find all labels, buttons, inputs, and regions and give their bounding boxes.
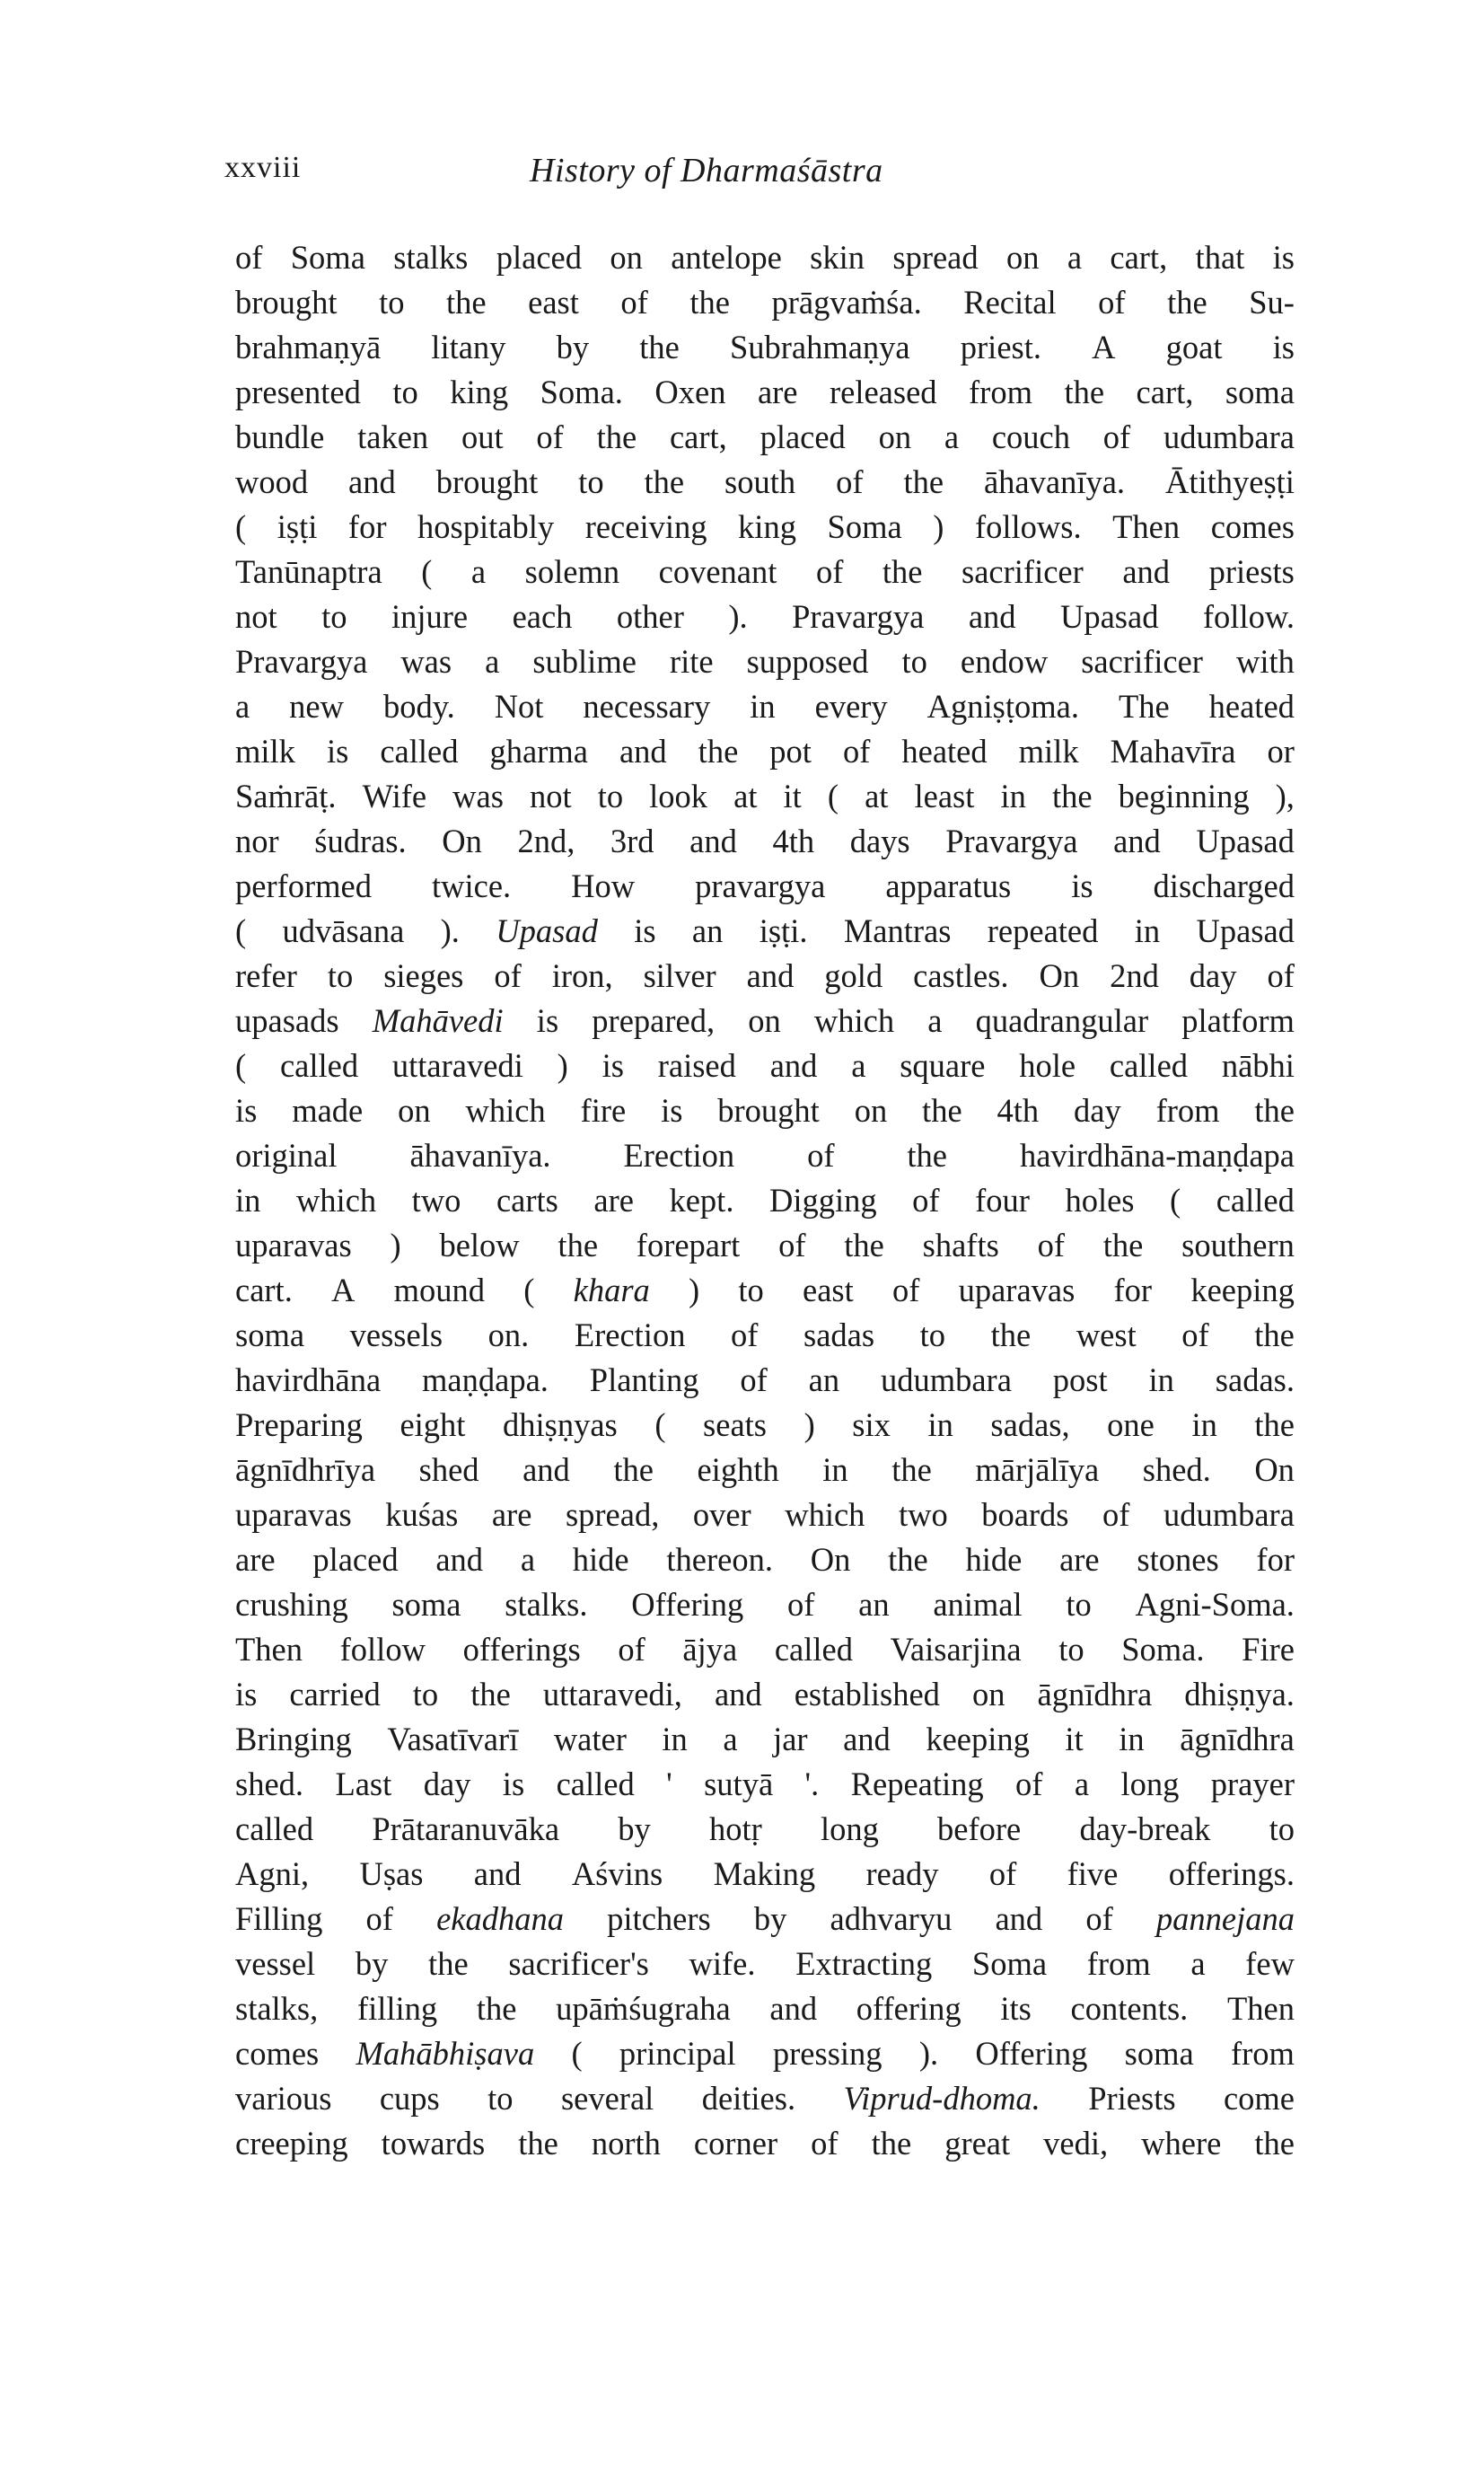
body-text [235,235,1295,2166]
text-line: not to injure each other ). Pravargya and Upasad follow. [235,598,1295,635]
running-title: History of Dharmaśāstra [530,152,883,189]
text-line: Tanūnaptra ( a solemn covenant of the sacrificer and priests [235,553,1295,590]
text-line: Bringing Vasatīvarī water in a jar and keeping it in āgnīdhra [235,1721,1295,1757]
text-line: wood and brought to the south of the āhavanīya. Ātithyeṣṭi [235,463,1295,500]
text-line: performed twice. How pravargya apparatus is discharged [235,867,1295,904]
text-line: milk is called gharma and the pot of heated milk Mahavīra or [235,733,1295,770]
text-line: shed. Last day is called ' sutyā '. Repeating of a long prayer [235,1766,1295,1802]
text-line: vessel by the sacrificer's wife. Extracting Soma from a few [235,1945,1295,1982]
text-line: upasads Mahāvedi is prepared, on which a quadrangular platform [235,1002,1295,1039]
text-line: ( udvāsana ). Upasad is an iṣṭi. Mantras repeated in Upasad [235,912,1295,949]
text-line: a new body. Not necessary in every Agniṣṭoma. The heated [235,688,1295,725]
text-line: ( iṣṭi for hospitably receiving king Soma ) follows. Then comes [235,508,1295,545]
text-line: of Soma stalks placed on antelope skin spread on a cart, that is [235,239,1295,276]
text-line: Preparing eight dhiṣṇyas ( seats ) six in sadas, one in the [235,1406,1295,1443]
text-line: presented to king Soma. Oxen are released from the cart, soma [235,374,1295,410]
text-line: Agni, Uṣas and Aśvins Making ready of five offerings. [235,1855,1295,1892]
text-line: cart. A mound ( khara ) to east of uparavas for keeping [235,1272,1295,1308]
text-line: Pravargya was a sublime rite supposed to endow sacrificer with [235,643,1295,680]
text-line: various cups to several deities. Viprud-dhoma. Priests come [235,2080,1295,2117]
text-line: brahmaṇyā litany by the Subrahmaṇya priest. A goat is [235,329,1295,365]
text-line: comes Mahābhiṣava ( principal pressing ). Offering soma from [235,2035,1295,2072]
text-line: original āhavanīya. Erection of the havirdhāna-maṇḍapa [235,1137,1295,1174]
text-line: ( called uttaravedi ) is raised and a square hole called nābhi [235,1047,1295,1084]
page-number: xxviii [224,151,302,184]
text-line: soma vessels on. Erection of sadas to the west of the [235,1316,1295,1353]
text-line: crushing soma stalks. Offering of an animal to Agni-Soma. [235,1586,1295,1623]
text-line: nor śudras. On 2nd, 3rd and 4th days Pravargya and Upasad [235,823,1295,859]
text-line: havirdhāna maṇḍapa. Planting of an udumbara post in sadas. [235,1361,1295,1398]
text-line: Saṁrāṭ. Wife was not to look at it ( at least in the beginning ), [235,778,1295,815]
text-line: refer to sieges of iron, silver and gold castles. On 2nd day of [235,957,1295,994]
text-line: bundle taken out of the cart, placed on a couch of udumbara [235,418,1295,455]
text-line: are placed and a hide thereon. On the hide are stones for [235,1541,1295,1578]
text-line: stalks, filling the upāṁśugraha and offering its contents. Then [235,1990,1295,2027]
text-line: called Prātaranuvāka by hotṛ long before day-break to [235,1810,1295,1847]
text-line: is made on which fire is brought on the 4th day from the [235,1092,1295,1129]
text-line: āgnīdhrīya shed and the eighth in the mārjālīya shed. On [235,1451,1295,1488]
text-line: Then follow offerings of ājya called Vaisarjina to Soma. Fire [235,1631,1295,1668]
text-line: uparavas kuśas are spread, over which two boards of udumbara [235,1496,1295,1533]
text-line: uparavas ) below the forepart of the shafts of the southern [235,1227,1295,1264]
text-line: creeping towards the north corner of the great vedi, where the [235,2125,1295,2162]
page-header [224,151,1302,205]
text-line: Filling of ekadhana pitchers by adhvaryu and of pannejana [235,1900,1295,1937]
text-line: brought to the east of the prāgvaṁśa. Recital of the Su- [235,284,1295,321]
text-line: in which two carts are kept. Digging of four holes ( called [235,1182,1295,1219]
text-line: is carried to the uttaravedi, and established on āgnīdhra dhiṣṇya. [235,1676,1295,1713]
